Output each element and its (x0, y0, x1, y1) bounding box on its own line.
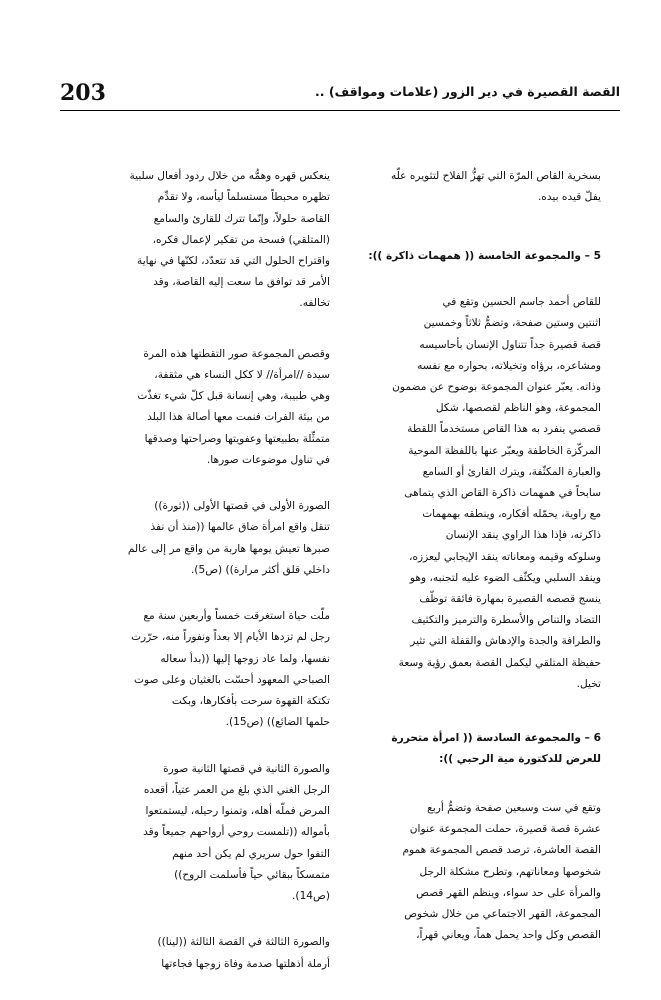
paragraph: ينعكس قهره وهمُّه من خلال ردود أفعال سلبية تظهره محبطاً مستسلماً ليأسه، ولا تقدِّم القاصة حلولاً، وإنّما تترك للقارئ والسامع (المتلقي) فسحة من تفكير لإعمال فكره، واقتراح الحلول التي قد تتعدّد، لكنّها في نهاية الأمر قد توافق ما سعت إليه القاصة، وقد تخالفه. (129, 170, 330, 310)
paragraph: وتقع في ست وسبعين صفحة وتضمُّ أربع عشرة قصة قصيرة، حملت المجموعة عنوان القصة العاشرة، ترصد قصص المجموعة هموم شخوصها ومعاناتهم، وتطرح مشكلة الرجل والمرأة على حد سواء، وينظم القهر قصص المجموعة، القهر الاجتماعي من خلال شخوص القصص وكل واحد يحمل هماً، ويعاني قهراً، (402, 801, 601, 942)
paragraph: الصورة الأولى في قصتها الأولى ((ثورة)) تنقل واقع امرأة ضاق عالمها ((منذ أن نفذ صبرها تعيش يومها هاربة من واقع مر إلى عالم داخلي قلق أكثر مرارة)) (ص5). (127, 500, 330, 576)
left-column (80, 145, 330, 1000)
section-heading-5: 5 – والمجموعة الخامسة (( همهمات ذاكرة )): (368, 249, 601, 262)
right-column (351, 145, 601, 968)
header-rule (60, 110, 620, 111)
paragraph: والصورة الثانية في قصتها الثانية صورة الرجل الغني الذي بلغ من العمر عتياً، أقعده المرض فملّه أهله، وتمنوا رحيله، ليستمتعوا بأمواله ((تلمست روحي أرواحهم جميعاً وقد التفوا حول سريري لم يكن أحد منهم متمسكاً ببقائي حياً فأسلمت الروح)) (ص14). (143, 762, 330, 902)
paragraph: ملّت حياة استغرقت خمساً وأربعين سنة مع رجل لم تزدها الأيام إلا بعداً ونفوراً منه، حرّرت نفسها، ولما عاد زوجها إليها ((بدأ سعاله الصباحي المعهود أحسّت بالغثيان وعلى صوت تكتكة القهوة سرحت بأفكارها، وبكت حلمها الضائع)) (ص15). (131, 610, 330, 729)
section-heading-6: 6 – والمجموعة السادسة (( امرأة متحررة للعرض للدكتورة مية الرحبي )): (391, 732, 601, 766)
paragraph: للقاص أحمد جاسم الحسين وتقع في اثنتين وستين صفحة، وتضمُّ ثلاثاً وخمسين قصة قصيرة جداً تتناول الإنسان بأحاسيسه ومشاعره، برؤاه وتخيلاته، بحواره مع نفسه وذاته. يعبّر عنوان المجموعة بوضوح عن مضمون المجموعة، وهو الناظم لقصصها، شكل قصصي ينفرد به هذا القاص مستخدماً اللقطة المركّزة الخاطفة ويعبّر عنها باللفظة الموحية والعبارة المكثّفة، ويترك القارئ أو السامع سابحاً في همهمات ذاكرة القاص الذي يتماهى مع راوية، يحمّله أفكاره، وينطقه بهمهمات ذاكرته، فإذا هذا الراوي ينقد الإنسان وسلوكه وقيمه ومعاناته ينقد الإيجابي ليعززه، وينقد السلبي ويكثّف الضوء عليه لتجنبه، وهو ينسج قصصه القصيرة بمهارة فائقة توظّف التضاد والتناص والأسطرة والترميز والتكثيف والطرافة والجدة والإدهاش والقفلة التي تثير حفيظة المتلقي ليكمل القصة بعمق رؤية وسعة تخيل. (392, 296, 601, 690)
paragraph: والصورة الثالثة في القصة الثالثة ((لينا)) أرملة أذهلتها صدمة وفاة زوجها فجاءتها (157, 936, 330, 970)
paragraph: بسخرية القاص المرّة التي تهزُّ الفلاح لتثويره علّه يفلّ قيده بيده. (390, 170, 601, 204)
page-header (60, 80, 620, 110)
paragraph: وقصص المجموعة صور التقطتها هذه المرة سيدة //امرأة// لا ككل النساء هي مثقفة، وهي طبيبة، وهي إنسانة قبل كلّ شيء تغذّت من بيئة الفرات فنمت معها أصالة هذا البلد متمثِّلة بطبيعتها وعفويتها وصراحتها وصدقها في تناول موضوعات صورها. (137, 347, 330, 466)
page-number: 203 (60, 80, 106, 106)
running-title: القصة القصيرة في دير الزور (علامات ومواقف) .. (315, 84, 620, 99)
